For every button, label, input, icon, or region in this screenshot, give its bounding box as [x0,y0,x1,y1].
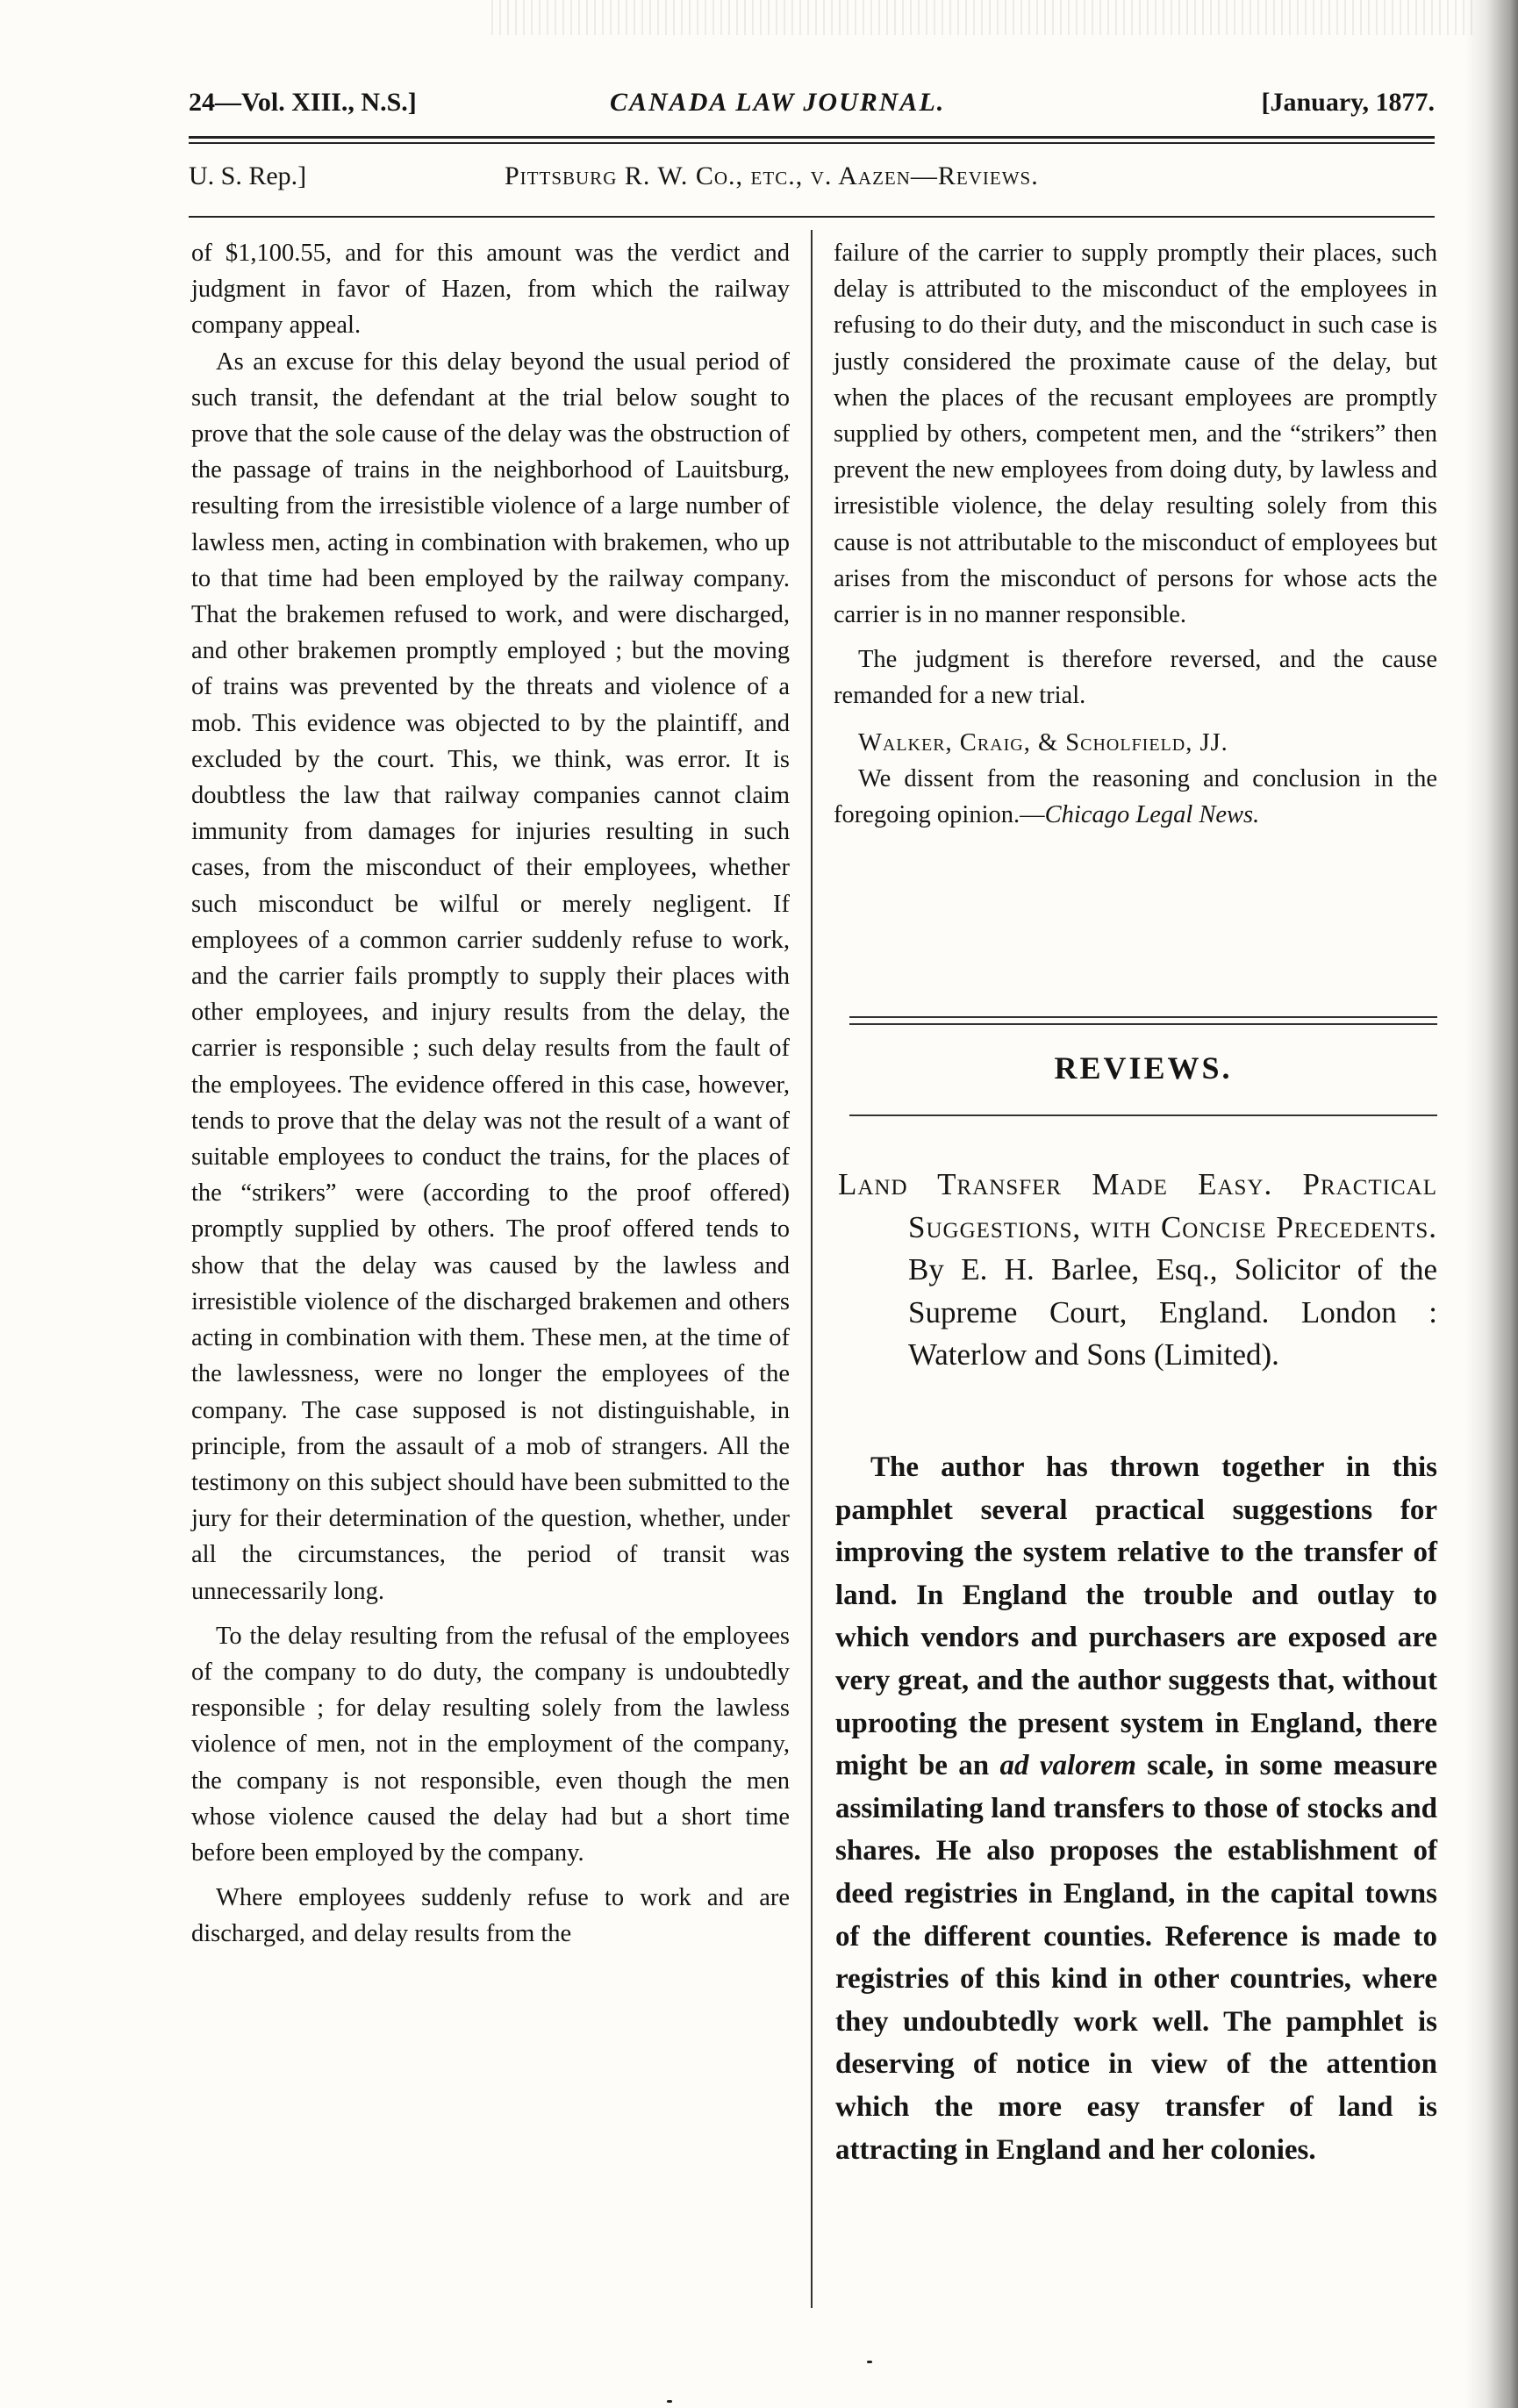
column-divider [811,230,813,2308]
subheader-rule [189,216,1435,218]
reviews-heading-rule [849,1114,1437,1116]
review-paragraph [835,1446,1437,2171]
left-paragraph-3: To the delay resulting from the refusal of the employees of the company to do duty, the company is undoubtedly responsible ; for delay resulting solely from the lawless violence of men, not in the employment of the company, the company is not responsible, even though the men whose violence caused the delay had but a short time before been employed by the company. [191,1622,790,1867]
review-text-b: scale, in some measure assimilating land transfers to those of stocks and shares. He also proposes the establishment of deed registries in England, in the capital towns of the different counties. Reference is made to registries of this kind in other countries, where they undoubtedly work well. The pamphlet is deserving of notice in view of the attention which the more easy transfer of land is attracting in England and her colonies. [835,1750,1437,2166]
reviews-rule-top [849,1016,1437,1018]
header-journal-title: CANADA LAW JOURNAL. [610,88,946,117]
right-paragraph-2: The judgment is therefore reversed, and the cause remanded for a new trial. [834,646,1437,710]
page-edge-shadow [1465,0,1518,2408]
header-volume: 24—Vol. XIII., N.S.] [189,88,417,117]
scan-noise [491,0,1474,35]
running-header [189,88,1435,132]
review-text [835,1446,1437,2171]
header-rule-bottom [189,142,1435,144]
dissent-note [834,761,1437,833]
case-title: Pittsburg R. W. Co., etc., v. Aazen—Reviews. [505,161,1039,190]
dissent-text: We dissent from the reasoning and conclusion in the foregoing opinion.— [834,764,1437,829]
scan-speck [867,2361,872,2363]
section-report: U. S. Rep.] [189,161,307,190]
book-author: By E. H. Barlee, Esq., Solicitor of the Supreme Court, England. London : Waterlow and Sons (Limited). [908,1252,1437,1372]
dissent-source: Chicago Legal News. [1044,801,1260,829]
reviews-heading: REVIEWS. [1054,1050,1233,1086]
left-column [191,235,790,1953]
section-header [189,161,1435,205]
review-text-a: The author has thrown together in this pamphlet several practical suggestions for improving the system relative to the transfer of land. In England the trouble and outlay to which vendors and purchasers are exposed are very great, and the author suggests that, without uprooting the present system in England, there might be an [835,1451,1437,1782]
right-paragraph-1: failure of the carrier to supply promptly their places, such delay is attributed to the misconduct of the employees in refusing to do their duty, and the misconduct in such case is justly considered the proximate cause of the delay, but when the places of the recusant employees are promptly supplied by others, competent men, and the “strikers” then prevent the new employees from doing duty, by lawless and irresistible violence, the delay resulting solely from this cause is not attributable to the misconduct of employees but arises from the misconduct of persons for whose acts the carrier is in no manner responsible. [834,240,1437,629]
left-paragraph-4: Where employees suddenly refuse to work and are discharged, and delay results from the [191,1884,790,1948]
header-rule-top [189,136,1435,139]
left-paragraph-2: As an excuse for this delay beyond the usual period of such transit, the defendant at the trial below sought to prove that the sole cause of the delay was the obstruction of the passage of trains in the neighborhood of Lauitsburg, resulting from the irresistible violence of a large number of lawless men, acting in combination with brakemen, who up to that time had been employed by the railway company. That the brakemen refused to work, and were discharged, and other brakemen promptly employed ; but the moving of trains was prevented by the threats and violence of a mob. This evidence was objected to by the plaintiff, and excluded by the court. This, we think, was error. It is doubtless the law that railway companies cannot claim immunity from damages for injuries resulting in such cases, from the misconduct of their employees, whether such misconduct be wilful or merely negligent. If employees of a common carrier suddenly refuse to work, and the carrier fails promptly to supply their places with other employees, and injury results from the delay, the carrier is responsible ; such delay results from the fault of the employees. The evidence offered in this case, however, tends to prove that the delay was not the result of a want of suitable employees to conduct the trains, for the places of the “strikers” were (according to the proof offered) promptly supplied by others. The proof offered tends to show that the delay was caused by the lawless and irresistible violence of the discharged brakemen and others acting in combination with them. These men, at the time of the lawlessness, were no longer the employees of the company. The case supposed is not distinguishable, in principle, from the assault of a mob of strangers. All the testimony on this subject should have been submitted to the jury for their determination of the question, whether, under all the circumstances, the period of transit was unnecessarily long. [191,348,790,1605]
right-column [834,235,1437,833]
judges-line: Walker, Craig, & Scholfield, JJ. [858,728,1228,756]
reviews-rule-bottom [849,1023,1437,1025]
left-paragraph-1: of $1,100.55, and for this amount was the verdict and judgment in favor of Hazen, from which the railway company appeal. [191,240,790,340]
book-citation [838,1164,1437,1377]
book-title: Land Transfer Made Easy. Practical Suggestions, with Concise Precedents. [838,1167,1437,1244]
scan-speck [667,2400,672,2403]
header-date: [January, 1877. [1261,88,1435,117]
review-text-italic: ad valorem [999,1750,1136,1782]
